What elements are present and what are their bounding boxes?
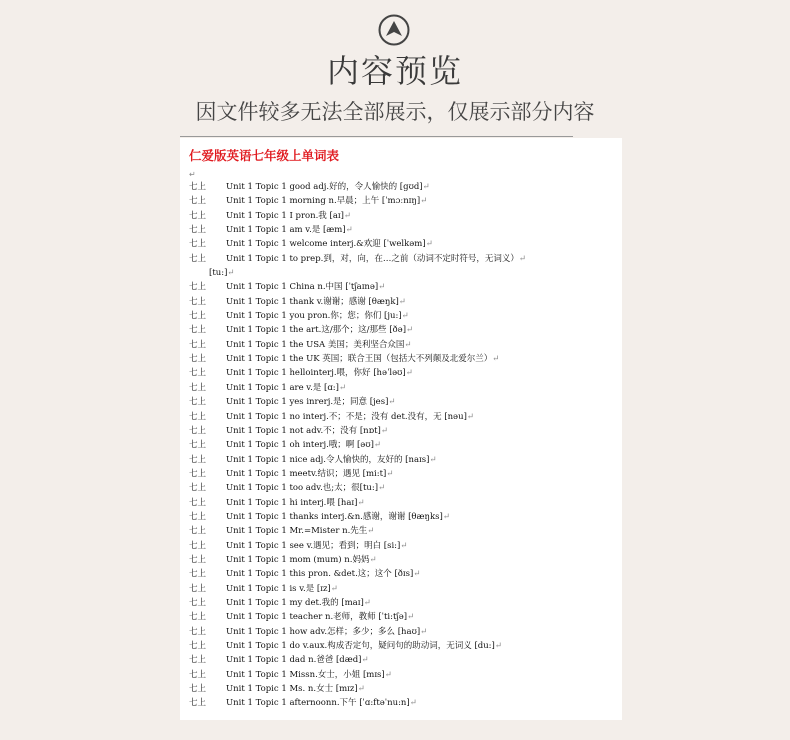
- list-item: [189, 266, 619, 280]
- list-item: [189, 395, 619, 409]
- word-entry: Unit 1 Topic 1 Mr.=Mister n.先生↵: [226, 526, 375, 537]
- grade-label: 七上: [189, 425, 207, 436]
- word-entry: Unit 1 Topic 1 thank v.谢谢；感谢 [θæŋk]↵: [226, 296, 406, 307]
- word-entry: Unit 1 Topic 1 thanks interj.&n.感谢，谢谢 [θæŋks]↵: [226, 511, 450, 522]
- paragraph-mark-icon: ↵: [518, 253, 526, 264]
- paragraph-mark-icon: ↵: [398, 296, 406, 307]
- list-item: [189, 668, 619, 682]
- grade-label: 七上: [189, 253, 207, 264]
- list-item: [189, 539, 619, 553]
- paragraph-mark-icon: ↵: [404, 339, 412, 350]
- grade-label: 七上: [189, 354, 207, 365]
- grade-label: 七上: [189, 225, 207, 236]
- grade-label: 七上: [189, 626, 207, 637]
- list-item: [189, 410, 619, 424]
- paragraph-mark-icon: ↵: [420, 196, 428, 207]
- paragraph-mark-icon: ↵: [361, 655, 369, 666]
- grade-label: 七上: [189, 497, 207, 508]
- paragraph-mark-icon: ↵: [425, 239, 433, 250]
- list-item: [189, 366, 619, 380]
- paragraph-mark-icon: ↵: [378, 282, 386, 293]
- paragraph-mark-icon: ↵: [407, 612, 415, 623]
- word-entry: Unit 1 Topic 1 meetv.结识；遇见 [mi:t]↵: [226, 468, 394, 479]
- divider: [180, 136, 573, 137]
- word-entry: Unit 1 Topic 1 this pron. &det.这；这个 [ðɪs]↵: [226, 569, 421, 580]
- paragraph-mark-icon: ↵: [330, 583, 338, 594]
- word-entry: Unit 1 Topic 1 are v.是 [ɑ:]↵: [226, 382, 347, 393]
- paragraph-mark-icon: ↵: [413, 569, 421, 580]
- paragraph-mark-icon: ↵: [369, 554, 377, 565]
- word-entry: Unit 1 Topic 1 my det.我的 [maɪ]↵: [226, 597, 371, 608]
- word-entry: Unit 1 Topic 1 Ms. n.女士 [mɪz]↵: [226, 684, 365, 695]
- vocabulary-list: [189, 180, 619, 711]
- grade-label: 七上: [189, 526, 207, 537]
- grade-label: 七上: [189, 641, 207, 651]
- paragraph-mark-icon: ↵: [378, 483, 386, 494]
- paragraph-mark-icon: ↵: [401, 311, 409, 322]
- paragraph-mark-icon: ↵: [189, 170, 196, 179]
- word-entry: Unit 1 Topic 1 oh interj.哦；啊 [əʊ]↵: [226, 440, 382, 451]
- word-entry: Unit 1 Topic 1 good adj.好的，令人愉快的 [gʊd]↵: [226, 182, 430, 192]
- word-entry: Unit 1 Topic 1 welcome interj.&欢迎 [ˈwelkəm]↵: [226, 239, 433, 250]
- paragraph-mark-icon: ↵: [363, 597, 371, 608]
- list-item: [189, 194, 619, 208]
- list-item: [189, 223, 619, 237]
- list-item: [189, 209, 619, 223]
- grade-label: 七上: [189, 196, 207, 207]
- paragraph-mark-icon: ↵: [492, 354, 500, 365]
- list-item: [189, 553, 619, 567]
- word-entry: Unit 1 Topic 1 mom (mum) n.妈妈↵: [226, 554, 377, 565]
- grade-label: 七上: [189, 311, 207, 322]
- grade-label: 七上: [189, 454, 207, 465]
- list-item: [189, 682, 619, 696]
- word-entry: Unit 1 Topic 1 to prep.到，对，向，在…之前（动词不定时符号，无词义）↵: [226, 253, 526, 264]
- document-title: 仁爱版英语七年级上单词表: [189, 148, 340, 163]
- compass-arrow-icon: [378, 14, 410, 46]
- word-entry: Unit 1 Topic 1 see v.遇见；看到；明白 [si:]↵: [226, 540, 408, 551]
- list-item: [189, 596, 619, 610]
- list-item: [189, 453, 619, 467]
- grade-label: 七上: [189, 440, 207, 451]
- list-item: [189, 252, 619, 266]
- grade-label: 七上: [189, 669, 207, 680]
- word-entry: Unit 1 Topic 1 yes inrerj.是；同意 [jes]↵: [226, 397, 396, 408]
- paragraph-mark-icon: ↵: [357, 684, 365, 695]
- paragraph-mark-icon: ↵: [373, 440, 382, 451]
- word-entry: Unit 1 Topic 1 no interj.不；不是；没有 det.没有，无 [nəu]↵: [226, 411, 475, 422]
- document-preview: [180, 138, 622, 720]
- word-entry: Unit 1 Topic 1 how adv.怎样；多少；多么 [haʊ]↵: [226, 626, 428, 637]
- grade-label: 七上: [189, 325, 207, 336]
- list-item: [189, 352, 619, 366]
- page-subtitle: 因文件较多无法全部展示，仅展示部分内容: [195, 100, 595, 124]
- paragraph-mark-icon: ↵: [338, 382, 347, 393]
- word-entry: Unit 1 Topic 1 Missn.女士，小姐 [mɪs]↵: [226, 669, 392, 680]
- grade-label: 七上: [189, 296, 207, 307]
- list-item: [189, 180, 619, 194]
- page-title: 内容预览: [326, 52, 463, 90]
- list-item: [189, 610, 619, 624]
- list-item: [189, 653, 619, 667]
- word-entry: Unit 1 Topic 1 China n.中国 [ˈtʃaɪnə]↵: [226, 282, 386, 293]
- paragraph-mark-icon: ↵: [442, 511, 450, 522]
- list-item: [189, 524, 619, 538]
- grade-label: 七上: [189, 511, 207, 522]
- list-item: [189, 467, 619, 481]
- paragraph-mark-icon: ↵: [494, 641, 502, 651]
- paragraph-mark-icon: ↵: [409, 698, 417, 709]
- grade-label: 七上: [189, 411, 207, 422]
- word-entry: Unit 1 Topic 1 hellointerj.喂，你好 [həˈləʊ]↵: [226, 368, 413, 379]
- grade-label: 七上: [189, 540, 207, 551]
- list-item: [189, 295, 619, 309]
- word-entry: Unit 1 Topic 1 is v.是 [ɪz]↵: [226, 583, 338, 594]
- list-item: [189, 496, 619, 510]
- list-item: [189, 625, 619, 639]
- word-entry: Unit 1 Topic 1 nice adj.令人愉快的，友好的 [naɪs]↵: [226, 454, 437, 465]
- paragraph-mark-icon: ↵: [422, 182, 430, 192]
- grade-label: 七上: [189, 597, 207, 608]
- word-entry: Unit 1 Topic 1 the art.这/那个；这/那些 [ðə]↵: [226, 325, 414, 336]
- paragraph-mark-icon: ↵: [380, 425, 388, 436]
- paragraph-mark-icon: ↵: [227, 268, 235, 279]
- paragraph-mark-icon: ↵: [384, 669, 392, 680]
- paragraph-mark-icon: ↵: [405, 368, 413, 379]
- paragraph-mark-icon: ↵: [466, 411, 475, 422]
- grade-label: 七上: [189, 569, 207, 580]
- word-entry: Unit 1 Topic 1 not adv.不；没有 [nɒt]↵: [226, 425, 388, 436]
- word-entry: Unit 1 Topic 1 afternoonn.下午 [ˈɑ:ftəˈnu:n]↵: [226, 698, 417, 709]
- word-entry: Unit 1 Topic 1 teacher n.老师，教师 [ˈti:tʃə]↵: [226, 612, 415, 623]
- paragraph-mark-icon: ↵: [345, 225, 353, 236]
- paragraph-mark-icon: ↵: [343, 210, 352, 221]
- paragraph-mark-icon: ↵: [388, 397, 396, 408]
- list-item: [189, 338, 619, 352]
- grade-label: 七上: [189, 368, 207, 379]
- list-item: [189, 424, 619, 438]
- list-item: [189, 582, 619, 596]
- list-item: [189, 639, 619, 653]
- word-entry: Unit 1 Topic 1 the USA 美国；美利坚合众国↵: [226, 339, 412, 350]
- list-item: [189, 309, 619, 323]
- grade-label: 七上: [189, 282, 207, 293]
- list-item: [189, 438, 619, 452]
- word-entry: Unit 1 Topic 1 the UK 英国；联合王国（包括大不列颠及北爱尔兰）↵: [226, 354, 500, 365]
- grade-label: 七上: [189, 583, 207, 594]
- paragraph-mark-icon: ↵: [400, 540, 408, 551]
- paragraph-mark-icon: ↵: [429, 454, 437, 465]
- list-item: [189, 237, 619, 251]
- word-entry: Unit 1 Topic 1 you pron.你；您；你们 [ju:]↵: [226, 311, 409, 322]
- grade-label: 七上: [189, 698, 207, 709]
- grade-label: 七上: [189, 655, 207, 666]
- word-entry: [tu:]↵: [209, 268, 235, 279]
- list-item: [189, 381, 619, 395]
- paragraph-mark-icon: ↵: [357, 497, 365, 508]
- list-item: [189, 510, 619, 524]
- word-entry: Unit 1 Topic 1 am v.是 [æm]↵: [226, 225, 353, 236]
- grade-label: 七上: [189, 483, 207, 494]
- paragraph-mark-icon: ↵: [420, 626, 428, 637]
- paragraph-mark-icon: ↵: [367, 526, 375, 537]
- word-entry: Unit 1 Topic 1 dad n.爸爸 [dæd]↵: [226, 655, 369, 666]
- list-item: [189, 280, 619, 294]
- paragraph-mark-icon: ↵: [386, 468, 394, 479]
- list-item: [189, 481, 619, 495]
- word-entry: Unit 1 Topic 1 do v.aux.构成否定句，疑问句的助动词，无词义 [du:]↵: [226, 641, 502, 651]
- grade-label: 七上: [189, 612, 207, 623]
- grade-label: 七上: [189, 210, 207, 221]
- list-item: [189, 323, 619, 337]
- word-entry: Unit 1 Topic 1 morning n.早晨；上午 [ˈmɔːnɪŋ]↵: [226, 196, 428, 207]
- grade-label: 七上: [189, 339, 207, 350]
- grade-label: 七上: [189, 382, 207, 393]
- list-item: [189, 567, 619, 581]
- word-entry: Unit 1 Topic 1 I pron.我 [aɪ]↵: [226, 210, 352, 221]
- grade-label: 七上: [189, 397, 207, 408]
- grade-label: 七上: [189, 468, 207, 479]
- grade-label: 七上: [189, 554, 207, 565]
- word-entry: Unit 1 Topic 1 too adv.也;太；很[tu:]↵: [226, 483, 386, 494]
- grade-label: 七上: [189, 239, 207, 250]
- grade-label: 七上: [189, 182, 207, 192]
- paragraph-mark-icon: ↵: [406, 325, 414, 336]
- word-entry: Unit 1 Topic 1 hi interj.喂 [haɪ]↵: [226, 497, 365, 508]
- list-item: [189, 696, 619, 710]
- grade-label: 七上: [189, 684, 207, 695]
